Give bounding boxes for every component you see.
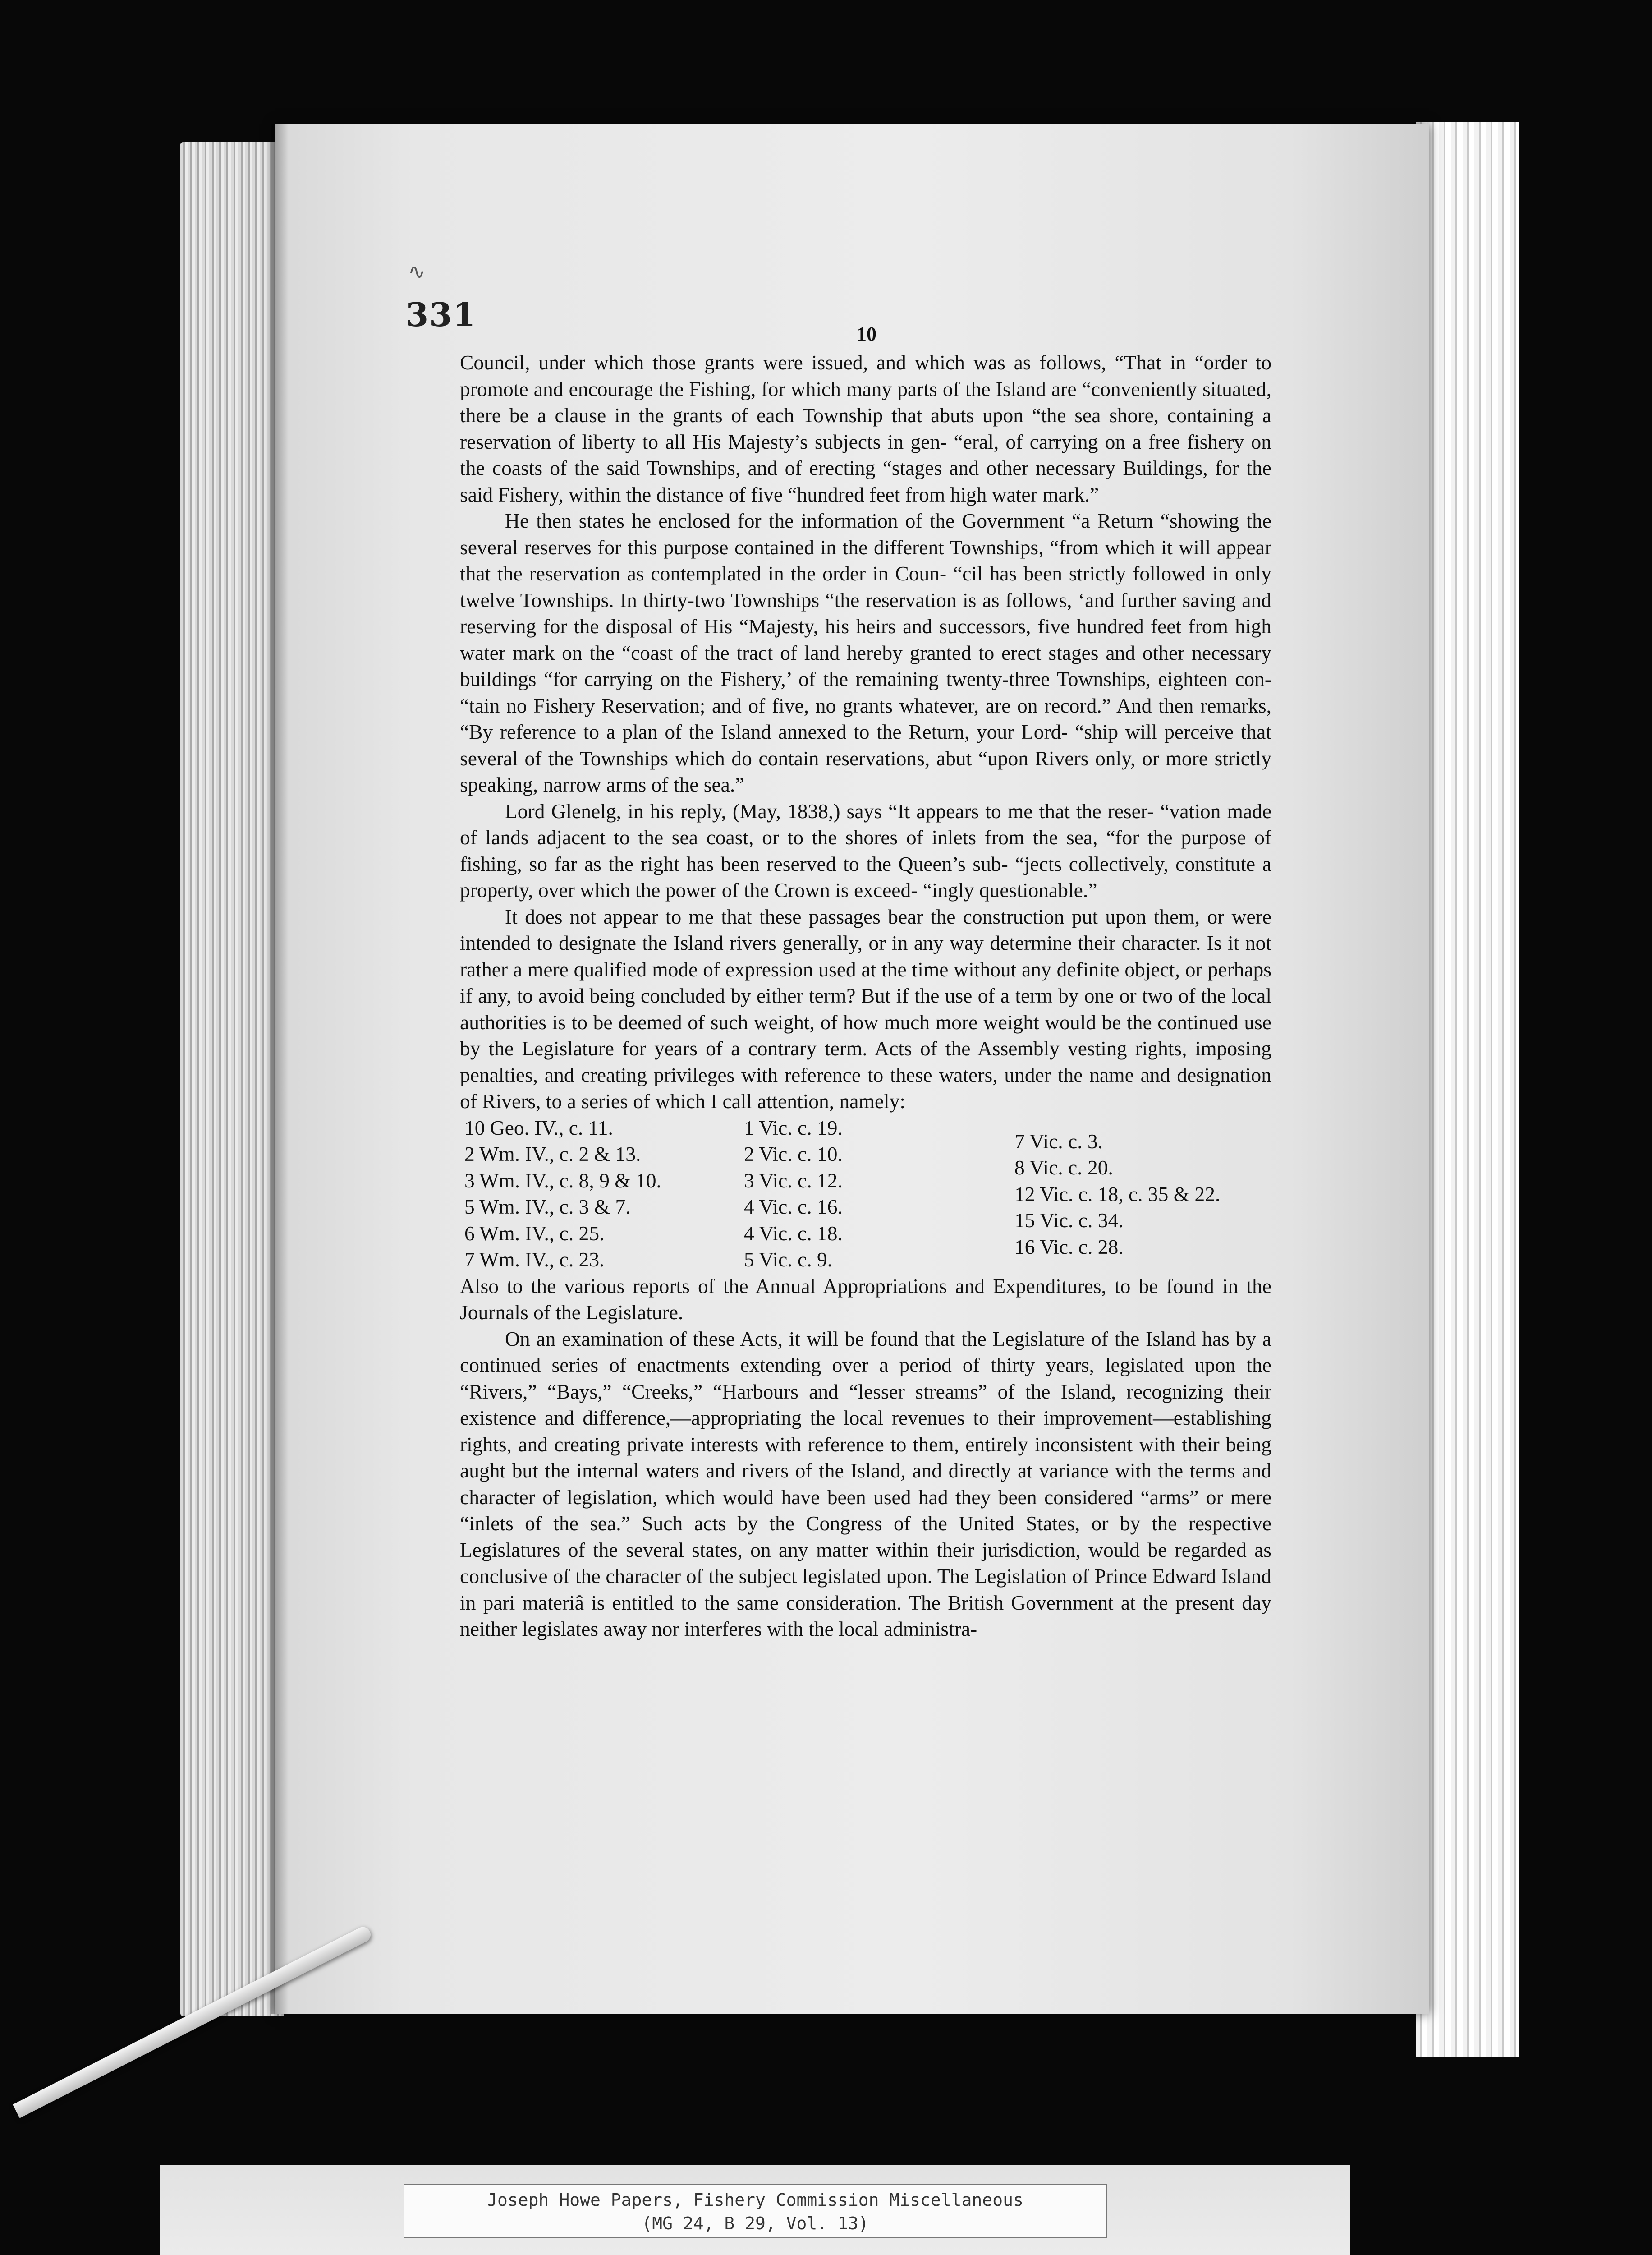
- act-item: 3 Wm. IV., c. 8, 9 & 10.: [464, 1169, 661, 1192]
- final-paragraph: On an examination of these Acts, it will be found that the Legislature of the Island has by a continued series of enactments extending over a period of thirty years, legislated upon the “Rivers,” “Bays,” “Creeks,” “Harbours and “lesser streams” of the Island, recognizing their existence and difference,—appropriating the local revenues to their improvement—establishing rights, and creating private interests with reference to them, entirely inconsistent with their being aught but the internal waters and rivers of the Island, and directly at variance with the terms and character of legislation, which would have been used had they been considered “arms” or mere “inlets of the sea.” Such acts by the Congress of the United States, or by the respective Legislatures of the several states, on any matter within their jurisdiction, would be regarded as conclusive of the character of the subject legislated upon. The Legislation of Prince Edward Island in pari materiâ is entitled to the same consideration. The British Government at the present day neither legislates away nor interferes with the local administra-: [460, 1327, 1271, 1640]
- folio-pencil-mark: ∿: [408, 259, 426, 284]
- acts-column-1: [464, 1115, 744, 1273]
- paragraph-4: It does not appear to me that these passages bear the construction put upon them, or were intended to designate the Island rivers generally, or in any way determine their character. Is it not rather a mere qualified mode of expression used at the time without any definite object, or perhaps if any, to avoid being concluded by either term? But if the use of a term by one or two of the local authorities is to be deemed of such weight, of how much more weight would be the continued use by the Legislature for years of a contrary term. Acts of the Assembly vesting rights, imposing penalties, and creating privileges with reference to these waters, under the name and designation of Rivers, to a series of which I call attention, namely:: [460, 905, 1271, 1113]
- act-item: 1 Vic. c. 19.: [744, 1116, 843, 1139]
- act-item: 4 Vic. c. 16.: [744, 1195, 843, 1218]
- act-item: 4 Vic. c. 18.: [744, 1221, 843, 1245]
- act-item: 6 Wm. IV., c. 25.: [464, 1221, 605, 1245]
- act-item: 7 Wm. IV., c. 23.: [464, 1248, 605, 1271]
- book-page-edges-left: [180, 142, 284, 2016]
- act-item: 5 Wm. IV., c. 3 & 7.: [464, 1195, 631, 1218]
- book-page-edges-right: [1416, 122, 1519, 2057]
- folio-number: 331: [406, 295, 477, 334]
- act-item: 16 Vic. c. 28.: [1014, 1235, 1124, 1258]
- act-item: 3 Vic. c. 12.: [744, 1169, 843, 1192]
- acts-list: [460, 1115, 1271, 1273]
- body-text: [460, 350, 1271, 1643]
- act-item: 2 Vic. c. 10.: [744, 1142, 843, 1165]
- acts-column-2: [744, 1115, 1014, 1273]
- archive-card: [160, 2165, 1350, 2255]
- paragraph-1: Council, under which those grants were issued, and which was as follows, “That in “order to promote and encourage the Fishing, for which many parts of the Island are “conveniently situated, there be a clause in the grants of each Township that abuts upon “the sea shore, containing a reservation of liberty to all His Majesty’s subjects in gen- “eral, of carrying on a free fishery on the coasts of the said Townships, and of erecting “stages and other necessary Buildings, for the said Fishery, within the distance of five “hundred feet from high water mark.”: [460, 351, 1271, 506]
- paragraph-3: Lord Glenelg, in his reply, (May, 1838,) says “It appears to me that the reser- “vation made of lands adjacent to the sea coast, or to the shores of inlets from the sea, “for the purpose of fishing, so far as the right has been reserved to the Queen’s sub- “jects collectively, constitute a property, over which the power of the Crown is exceed- “ingly questionable.”: [460, 799, 1271, 902]
- act-item: 8 Vic. c. 20.: [1014, 1156, 1113, 1179]
- collection-label: [404, 2184, 1107, 2238]
- act-item: 2 Wm. IV., c. 2 & 13.: [464, 1142, 641, 1165]
- collection-label-line-2: (MG 24, B 29, Vol. 13): [642, 2214, 869, 2233]
- paragraph-2: He then states he enclosed for the information of the Government “a Return “showing the several reserves for this purpose contained in the different Townships, “from which it will appear that the reservation as contemplated in the order in Coun- “cil has been strictly followed in only twelve Townships. In thirty-two Townships “the reservation is as follows, ‘and further saving and reserving for the disposal of His “Majesty, his heirs and successors, five hundred feet from high water mark on the “coast of the tract of land hereby granted to erect stages and other necessary buildings “for carrying on the Fishery,’ of the remaining twenty-three Townships, eighteen con- “tain no Fishery Reservation; and of five, no grants whatever, are on record.” And then remarks, “By reference to a plan of the Island annexed to the Return, your Lord- “ship will perceive that several of the Townships which do contain reservations, abut “upon Rivers only, or more strictly speaking, narrow arms of the sea.”: [460, 509, 1271, 796]
- after-acts-paragraph: Also to the various reports of the Annual Appropriations and Expenditures, to be found in the Journals of the Legislature.: [460, 1274, 1271, 1324]
- acts-column-3: [1014, 1115, 1276, 1273]
- act-item: 5 Vic. c. 9.: [744, 1248, 833, 1271]
- spine-shadow: [271, 124, 289, 2014]
- act-item: 12 Vic. c. 18, c. 35 & 22.: [1014, 1182, 1221, 1206]
- act-item: 15 Vic. c. 34.: [1014, 1209, 1124, 1232]
- collection-label-line-1: Joseph Howe Papers, Fishery Commission Miscellaneous: [487, 2190, 1023, 2210]
- page-number: 10: [857, 323, 876, 345]
- act-item: 10 Geo. IV., c. 11.: [464, 1116, 613, 1139]
- act-item: 7 Vic. c. 3.: [1014, 1129, 1103, 1153]
